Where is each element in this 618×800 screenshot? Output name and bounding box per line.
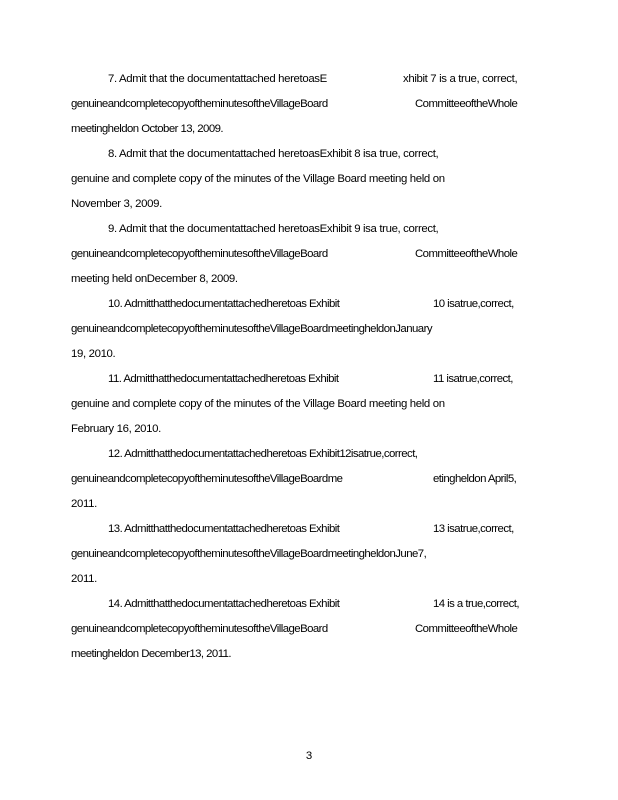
- item-14-line-2b: CommitteeoftheWhole: [415, 623, 518, 635]
- item-14-line-1a: 14. Admitthatthedocumentattachedheretoas Exhibit: [108, 598, 340, 610]
- item-13-line-2: genuineandcompletecopyoftheminutesoftheVillageBoardmeetingheldonJune7,: [71, 548, 427, 560]
- item-11-line-1b: 11 isatrue,correct,: [433, 373, 513, 385]
- item-8-line-3: November 3, 2009.: [71, 198, 162, 210]
- item-13-line-1b: 13 isatrue,correct,: [433, 523, 514, 535]
- item-7-line-1b: xhibit 7 is a true, correct,: [403, 73, 518, 85]
- page-number: 3: [305, 750, 313, 762]
- item-9-line-1: 9. Admit that the documentattached heretoasExhibit 9 isa true, correct,: [108, 223, 439, 235]
- item-14-line-1b: 14 is a true,correct,: [433, 598, 519, 610]
- item-7-line-2b: CommitteeoftheWhole: [415, 98, 518, 110]
- item-8-line-1: 8. Admit that the documentattached heretoasExhibit 8 isa true, correct,: [108, 148, 439, 160]
- item-9-line-2a: genuineandcompletecopyoftheminutesoftheVillageBoard: [71, 248, 328, 260]
- item-13-line-1a: 13. Admitthatthedocumentattachedheretoas Exhibit: [108, 523, 340, 535]
- item-11-line-1a: 11. Admitthatthedocumentattachedheretoas Exhibit: [108, 373, 339, 385]
- item-12-line-3: 2011.: [71, 498, 97, 510]
- item-10-line-1b: 10 isatrue,correct,: [433, 298, 514, 310]
- item-14-line-2a: genuineandcompletecopyoftheminutesoftheVillageBoard: [71, 623, 328, 635]
- item-7-line-1a: 7. Admit that the documentattached heretoasE: [108, 73, 327, 85]
- item-12-line-1: 12. Admitthatthedocumentattachedheretoas Exhibit12isatrue,correct,: [108, 448, 418, 460]
- item-14-line-3: meetingheldon December13, 2011.: [71, 648, 232, 660]
- item-7-line-2a: genuineandcompletecopyoftheminutesoftheVillageBoard: [71, 98, 328, 110]
- item-12-line-2a: genuineandcompletecopyoftheminutesoftheVillageBoardme: [71, 473, 343, 485]
- item-8-line-2: genuine and complete copy of the minutes of the Village Board meeting held on: [71, 173, 445, 185]
- item-10-line-3: 19, 2010.: [71, 348, 116, 360]
- item-7-line-3: meetingheldon October 13, 2009.: [71, 123, 224, 135]
- item-11-line-3: February 16, 2010.: [71, 423, 161, 435]
- item-12-line-2b: etingheldon April5,: [433, 473, 517, 485]
- item-11-line-2: genuine and complete copy of the minutes of the Village Board meeting held on: [71, 398, 445, 410]
- item-10-line-2: genuineandcompletecopyoftheminutesoftheVillageBoardmeetingheldonJanuary: [71, 323, 432, 335]
- item-13-line-3: 2011.: [71, 573, 97, 585]
- item-10-line-1a: 10. Admitthatthedocumentattachedheretoas Exhibit: [108, 298, 340, 310]
- item-9-line-3: meeting held onDecember 8, 2009.: [71, 273, 238, 285]
- item-9-line-2b: CommitteeoftheWhole: [415, 248, 518, 260]
